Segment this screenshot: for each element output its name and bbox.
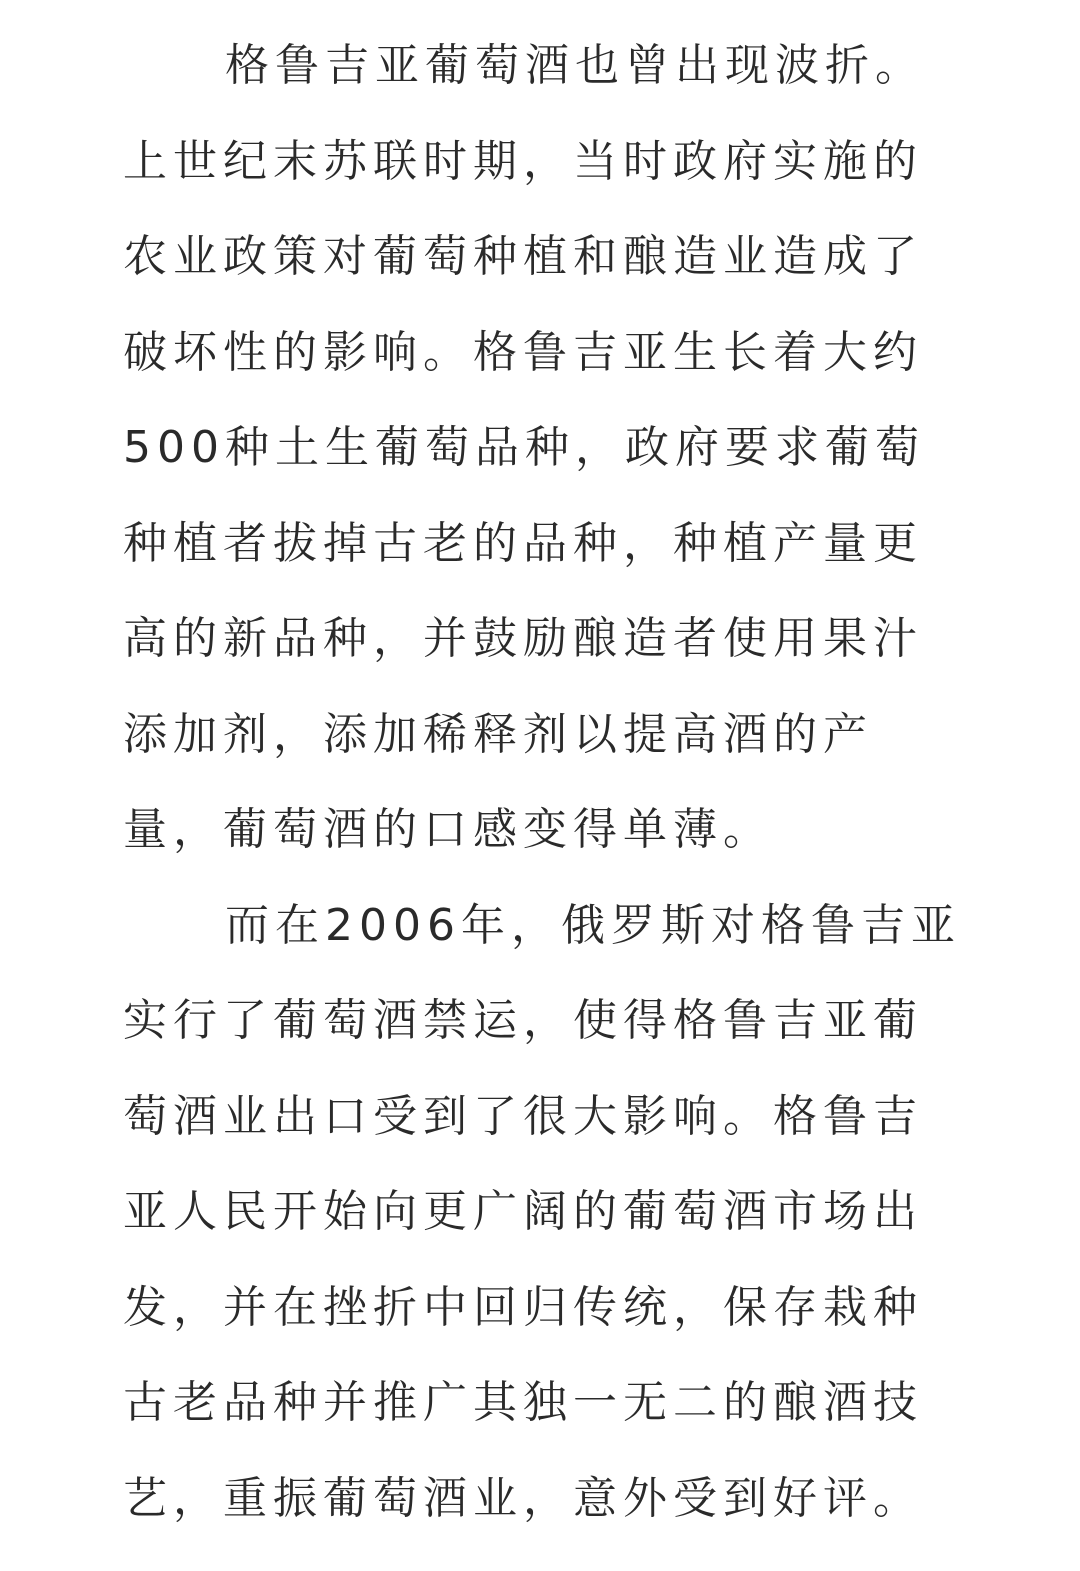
text-line: 量，葡萄酒的口感变得单薄。 (123, 804, 773, 855)
text-line: 破坏性的影响。格鲁吉亚生长着大约 (123, 326, 923, 378)
text-line: 农业政策对葡萄种植和酿造业造成了 (123, 231, 923, 282)
paragraph (123, 878, 961, 1547)
text-line: 添加剂，添加稀释剂以提高酒的产 (123, 708, 873, 760)
paragraph (123, 18, 957, 878)
text-line: 上世纪末苏联时期，当时政府实施的 (123, 135, 923, 187)
text-line: 实行了葡萄酒禁运，使得格鲁吉亚葡 (123, 995, 923, 1046)
article-body (123, 18, 961, 1546)
text-line: 格鲁吉亚葡萄酒也曾出现波折。 (225, 40, 925, 91)
text-line: 高的新品种，并鼓励酿造者使用果汁 (123, 613, 923, 664)
text-line: 亚人民开始向更广阔的葡萄酒市场出 (123, 1186, 923, 1237)
text-line: 而在2006年，俄罗斯对格鲁吉亚 (225, 899, 961, 951)
text-line: 艺，重振葡萄酒业，意外受到好评。 (123, 1472, 923, 1524)
text-line: 种植者拔掉古老的品种，种植产量更 (123, 517, 923, 569)
text-line: 500种土生葡萄品种，政府要求葡萄 (123, 422, 925, 473)
text-line: 萄酒业出口受到了很大影响。格鲁吉 (123, 1090, 923, 1142)
text-line: 发，并在挫折中回归传统，保存栽种 (123, 1281, 923, 1333)
text-line: 古老品种并推广其独一无二的酿酒技 (123, 1377, 923, 1428)
